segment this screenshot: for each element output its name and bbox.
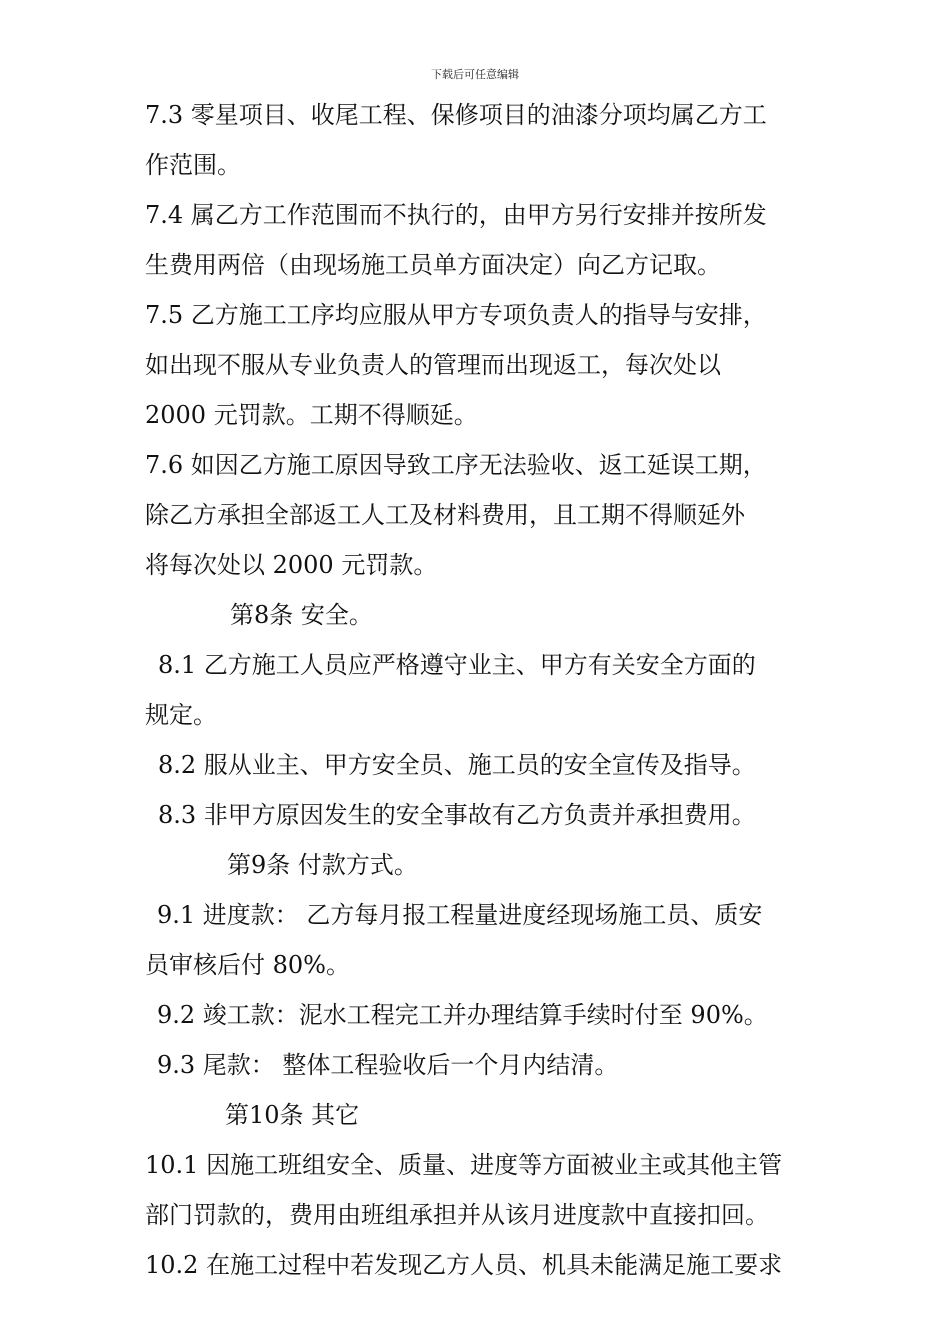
clause-8-3: 8.3 非甲方原因发生的安全事故有乙方负责并承担费用。 — [158, 801, 756, 829]
clause-9-3: 9.3 尾款： 整体工程验收后一个月内结清。 — [157, 1051, 619, 1079]
clause-7-3-line-1: 7.3 零星项目、收尾工程、保修项目的油漆分项均属乙方工 — [145, 101, 767, 129]
clause-7-6-line-2: 除乙方承担全部返工人工及材料费用，且工期不得顺延外 — [145, 501, 745, 529]
clause-7-6-line-3: 将每次处以 2000 元罚款。 — [145, 551, 438, 579]
clause-9-2: 9.2 竣工款：泥水工程完工并办理结算手续时付至 90%。 — [157, 1001, 768, 1029]
clause-7-5-line-1: 7.5 乙方施工工序均应服从甲方专项负责人的指导与安排， — [145, 301, 767, 329]
document-body — [145, 90, 810, 1290]
article-8-heading: 第8条 安全。 — [230, 601, 373, 629]
clause-7-4-line-2: 生费用两倍（由现场施工员单方面决定）向乙方记取。 — [145, 251, 721, 279]
clause-7-6-line-1: 7.6 如因乙方施工原因导致工序无法验收、返工延误工期， — [145, 451, 767, 479]
article-10-heading: 第10条 其它 — [225, 1101, 360, 1129]
clause-7-4-line-1: 7.4 属乙方工作范围而不执行的，由甲方另行安排并按所发 — [145, 201, 767, 229]
clause-7-5-line-2: 如出现不服从专业负责人的管理而出现返工，每次处以 — [145, 351, 721, 379]
clause-10-1-line-1: 10.1 因施工班组安全、质量、进度等方面被业主或其他主管 — [145, 1151, 783, 1179]
header-note: 下载后可任意编辑 — [431, 68, 519, 81]
clause-7-3-line-2: 作范围。 — [145, 151, 241, 179]
clause-9-1-line-2: 员审核后付 80%。 — [145, 951, 350, 979]
clause-10-2-line-1: 10.2 在施工过程中若发现乙方人员、机具未能满足施工要求 — [145, 1251, 783, 1279]
clause-9-1-line-1: 9.1 进度款： 乙方每月报工程量进度经现场施工员、质安 — [157, 901, 763, 929]
clause-10-1-line-2: 部门罚款的，费用由班组承担并从该月进度款中直接扣回。 — [145, 1201, 769, 1229]
clause-8-1-line-2: 规定。 — [145, 701, 217, 729]
clause-7-5-line-3: 2000 元罚款。工期不得顺延。 — [145, 401, 478, 429]
clause-8-1-line-1: 8.1 乙方施工人员应严格遵守业主、甲方有关安全方面的 — [158, 651, 756, 679]
article-9-heading: 第9条 付款方式。 — [227, 851, 418, 879]
clause-8-2: 8.2 服从业主、甲方安全员、施工员的安全宣传及指导。 — [158, 751, 756, 779]
